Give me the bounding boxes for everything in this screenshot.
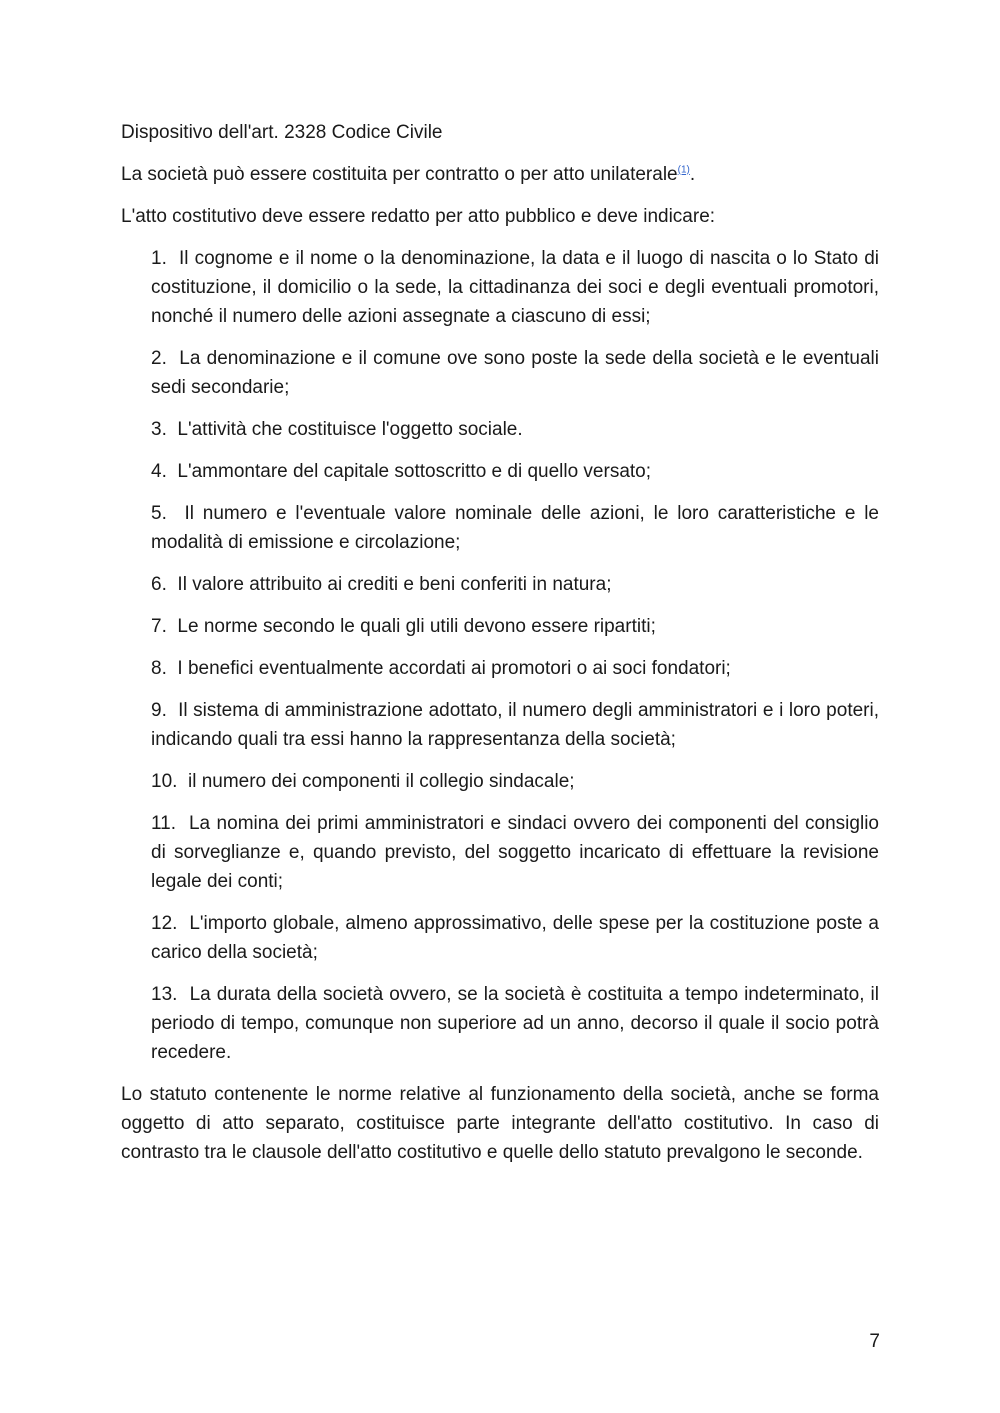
item-number: 1. (151, 248, 167, 269)
item-text: L'attività che costituisce l'oggetto sociale. (177, 419, 523, 440)
item-text: Il cognome e il nome o la denominazione, la data e il luogo di nascita o lo Stato di costituzione, il domicilio o la sede, la cittadinanza dei soci e degli eventuali promotori, nonché il numero delle azioni assegnate a ciascuno di essi; (151, 248, 879, 327)
closing-paragraph: Lo statuto contenente le norme relative al funzionamento della società, anche se forma oggetto di atto separato, costituisce parte integrante dell'atto costitutivo. In caso di contrasto tra le clausole dell'atto costitutivo e quelle dello statuto prevalgono le seconde. (121, 1084, 879, 1163)
item-number: 6. (151, 574, 167, 595)
item-number: 11. (151, 813, 177, 834)
footnote-link[interactable]: (1) (677, 164, 690, 176)
item-number: 9. (151, 700, 167, 721)
list-item (151, 570, 879, 599)
list-item (151, 457, 879, 486)
list-item (151, 344, 879, 402)
item-text: Il sistema di amministrazione adottato, il numero degli amministratori e i loro poteri, indicando quali tra essi hanno la rappresentanza della società; (151, 700, 879, 750)
item-number: 8. (151, 658, 167, 679)
opening-paragraph (121, 160, 879, 189)
page-number: 7 (869, 1331, 880, 1352)
item-text: La durata della società ovvero, se la società è costituita a tempo indeterminato, il periodo di tempo, comunque non superiore ad un anno, decorso il quale il socio potrà recedere. (151, 984, 879, 1063)
item-text: La nomina dei primi amministratori e sindaci ovvero dei componenti del consiglio di sorveglianze e, quando previsto, del soggetto incaricato di effettuare la revisione legale dei conti; (151, 813, 879, 892)
list-item (151, 654, 879, 683)
item-number: 3. (151, 419, 167, 440)
list-intro: L'atto costitutivo deve essere redatto per atto pubblico e deve indicare: (121, 206, 716, 227)
list-item (151, 612, 879, 641)
item-text: Le norme secondo le quali gli utili devono essere ripartiti; (177, 616, 656, 637)
requirements-list (121, 244, 879, 1067)
item-number: 4. (151, 461, 167, 482)
item-text: L'importo globale, almeno approssimativo, delle spese per la costituzione poste a carico della società; (151, 913, 879, 963)
item-number: 13. (151, 984, 178, 1005)
item-text: La denominazione e il comune ove sono poste la sede della società e le eventuali sedi secondarie; (151, 348, 879, 398)
item-number: 10. (151, 771, 178, 792)
opening-paragraph-tail: . (689, 164, 696, 185)
item-text: L'ammontare del capitale sottoscritto e di quello versato; (177, 461, 652, 482)
list-item (151, 909, 879, 967)
item-text: Il valore attribuito ai crediti e beni conferiti in natura; (177, 574, 612, 595)
list-item (151, 244, 879, 331)
list-item (151, 980, 879, 1067)
list-item (151, 809, 879, 896)
item-text: I benefici eventualmente accordati ai promotori o ai soci fondatori; (177, 658, 731, 679)
item-number: 12. (151, 913, 178, 934)
item-text: Il numero e l'eventuale valore nominale delle azioni, le loro caratteristiche e le modalità di emissione e circolazione; (151, 503, 879, 553)
opening-paragraph-text: La società può essere costituita per contratto o per atto unilaterale (121, 164, 678, 185)
item-number: 7. (151, 616, 167, 637)
document-page (121, 118, 879, 1167)
list-item (151, 696, 879, 754)
item-text: il numero dei componenti il collegio sindacale; (187, 771, 575, 792)
list-item (151, 499, 879, 557)
item-number: 5. (151, 503, 167, 524)
list-item (151, 415, 879, 444)
document-heading: Dispositivo dell'art. 2328 Codice Civile (121, 122, 443, 143)
item-number: 2. (151, 348, 167, 369)
list-item (151, 767, 879, 796)
